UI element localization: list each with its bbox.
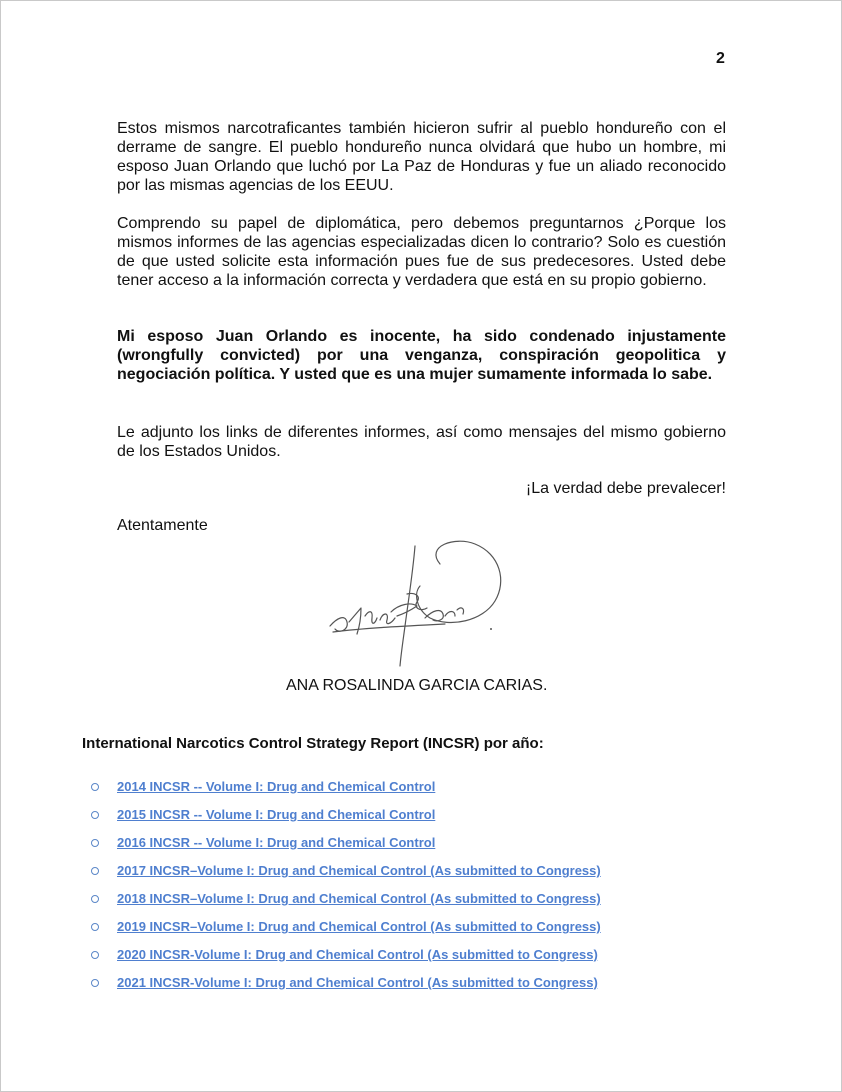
- link-incsr-2015[interactable]: 2015 INCSR -- Volume I: Drug and Chemical Control: [117, 807, 436, 822]
- list-item: [0, 779, 700, 807]
- list-item: [0, 947, 700, 975]
- paragraph-1: Estos mismos narcotraficantes también hicieron sufrir al pueblo hondureño con el derrame de sangre. El pueblo hondureño nunca olvidará que hubo un hombre, mi esposo Juan Orlando que luchó por La Paz de Honduras y fue un aliado reconocido por las mismas agencias de los EEUU.: [117, 120, 726, 194]
- link-incsr-2014[interactable]: 2014 INCSR -- Volume I: Drug and Chemical Control: [117, 779, 436, 794]
- list-item: [0, 835, 700, 863]
- incsr-links-list: [0, 779, 700, 1003]
- links-section-heading: International Narcotics Control Strategy Report (INCSR) por año:: [82, 735, 544, 752]
- link-incsr-2017[interactable]: 2017 INCSR–Volume I: Drug and Chemical Control (As submitted to Congress): [117, 863, 601, 878]
- hollow-circle-bullet-icon: [91, 923, 99, 931]
- link-incsr-2019[interactable]: 2019 INCSR–Volume I: Drug and Chemical Control (As submitted to Congress): [117, 919, 601, 934]
- list-item: [0, 919, 700, 947]
- paragraph-2: Comprendo su papel de diplomática, pero debemos preguntarnos ¿Porque los mismos informes de las agencias especializadas dicen lo contrario? Solo es cuestión de que usted solicite esta información pues fue de sus predecesores. Usted debe tener acceso a la información correcta y verdadera que está en su propio gobierno.: [117, 215, 726, 289]
- list-item: [0, 863, 700, 891]
- signer-name: ANA ROSALINDA GARCIA CARIAS.: [286, 677, 548, 694]
- hollow-circle-bullet-icon: [91, 951, 99, 959]
- link-incsr-2020[interactable]: 2020 INCSR-Volume I: Drug and Chemical Control (As submitted to Congress): [117, 947, 598, 962]
- signature-image: [325, 536, 510, 672]
- hollow-circle-bullet-icon: [91, 811, 99, 819]
- hollow-circle-bullet-icon: [91, 867, 99, 875]
- paragraph-3-bold: Mi esposo Juan Orlando es inocente, ha sido condenado injustamente (wrongfully convicted) por una venganza, conspiración geopolitica y negociación política. Y usted que es una mujer sumamente informada lo sabe.: [117, 328, 726, 383]
- list-item: [0, 807, 700, 835]
- paragraph-4: Le adjunto los links de diferentes informes, así como mensajes del mismo gobierno de los Estados Unidos.: [117, 424, 726, 460]
- hollow-circle-bullet-icon: [91, 783, 99, 791]
- link-incsr-2018[interactable]: 2018 INCSR–Volume I: Drug and Chemical Control (As submitted to Congress): [117, 891, 601, 906]
- sign-off: Atentamente: [117, 517, 208, 534]
- list-item: [0, 975, 700, 1003]
- hollow-circle-bullet-icon: [91, 979, 99, 987]
- hollow-circle-bullet-icon: [91, 839, 99, 847]
- link-incsr-2016[interactable]: 2016 INCSR -- Volume I: Drug and Chemical Control: [117, 835, 436, 850]
- hollow-circle-bullet-icon: [91, 895, 99, 903]
- page-number: 2: [716, 50, 725, 67]
- closing-line: ¡La verdad debe prevalecer!: [525, 480, 726, 497]
- list-item: [0, 891, 700, 919]
- link-incsr-2021[interactable]: 2021 INCSR-Volume I: Drug and Chemical Control (As submitted to Congress): [117, 975, 598, 990]
